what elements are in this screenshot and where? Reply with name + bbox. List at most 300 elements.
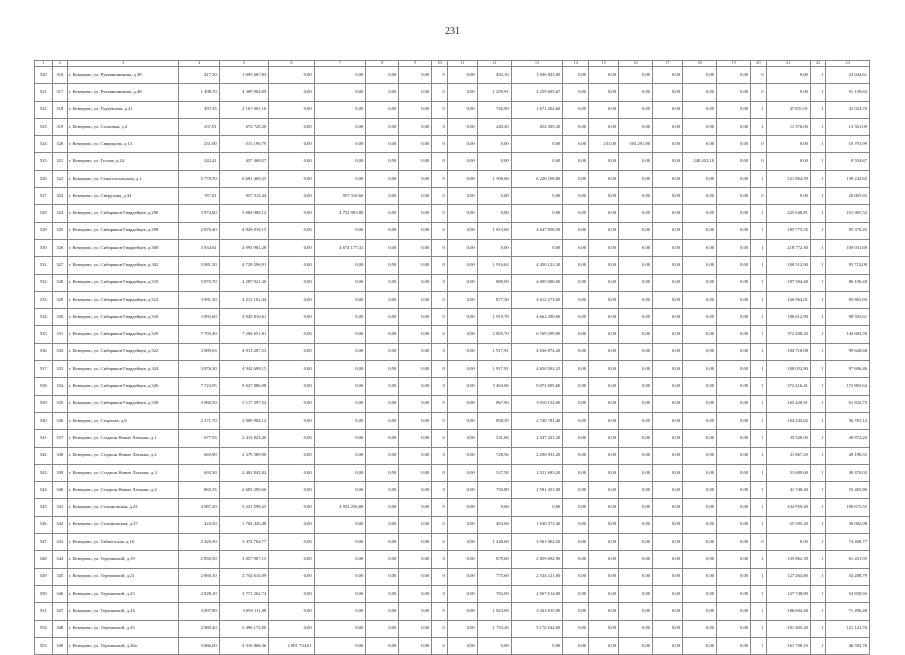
table-cell: 1 bbox=[810, 637, 825, 654]
table-cell: 2 860,10 bbox=[179, 568, 219, 585]
table-cell: 191 405,20 bbox=[766, 620, 810, 637]
table-cell: 0,00 bbox=[563, 170, 589, 187]
table-cell: 527 bbox=[35, 188, 53, 205]
table-cell: 1 bbox=[751, 378, 766, 395]
table-cell: 322 bbox=[52, 170, 67, 187]
table-cell: 0,00 bbox=[366, 464, 399, 481]
table-cell: 3 463,06 bbox=[477, 378, 511, 395]
table-cell: 0,00 bbox=[447, 222, 477, 239]
table-cell: 1 bbox=[751, 118, 766, 135]
table-cell: 0,00 bbox=[563, 239, 589, 256]
table-cell: 0,00 bbox=[563, 378, 589, 395]
address-cell: г. Кемерово, ул. Спартака, д.6 bbox=[68, 412, 179, 429]
table-cell: 0,00 bbox=[366, 447, 399, 464]
table-row bbox=[35, 534, 870, 551]
table-cell: 0,00 bbox=[619, 343, 653, 360]
table-cell: 0,00 bbox=[653, 378, 683, 395]
table-cell: 95 712,00 bbox=[826, 257, 870, 274]
table-cell: 1 917,91 bbox=[477, 361, 511, 378]
table-cell: 0 bbox=[432, 378, 447, 395]
table-cell: 0,00 bbox=[717, 188, 751, 205]
table-cell: 529 bbox=[35, 222, 53, 239]
table-cell: 0 bbox=[432, 447, 447, 464]
table-cell: 0,00 bbox=[563, 153, 589, 170]
table-cell: 0,00 bbox=[366, 603, 399, 620]
table-cell: 0,00 bbox=[447, 274, 477, 291]
table-cell: 0,00 bbox=[314, 101, 366, 118]
table-cell: 2 413 823,40 bbox=[219, 430, 269, 447]
table-cell: 127 748,80 bbox=[766, 585, 810, 602]
table-cell: 0,00 bbox=[653, 309, 683, 326]
table-cell: 74 408,77 bbox=[826, 534, 870, 551]
table-cell: 4 287 921,30 bbox=[219, 274, 269, 291]
table-cell: 187 394,40 bbox=[766, 274, 810, 291]
table-cell: 4 729 596,91 bbox=[219, 257, 269, 274]
table-cell: 515 190,79 bbox=[219, 136, 269, 153]
table-cell: 0,00 bbox=[269, 309, 314, 326]
table-cell: 0 bbox=[432, 551, 447, 568]
table-row bbox=[35, 585, 870, 602]
table-cell: 0,00 bbox=[683, 516, 717, 533]
table-cell: 1 498,70 bbox=[179, 84, 219, 101]
table-cell: 0,00 bbox=[653, 257, 683, 274]
address-cell: г. Кемерово, ул. Сибиряков-Гвардейцев, д.300 bbox=[68, 239, 179, 256]
table-cell: 0,00 bbox=[717, 343, 751, 360]
table-cell: 0,00 bbox=[399, 205, 432, 222]
table-cell: 342 bbox=[52, 516, 67, 533]
table-cell: 0,00 bbox=[589, 585, 619, 602]
table-cell: 1 bbox=[751, 205, 766, 222]
table-cell: 0,00 bbox=[589, 239, 619, 256]
table-cell: 552 bbox=[35, 620, 53, 637]
column-number: 23 bbox=[826, 61, 870, 67]
table-cell: 550 bbox=[35, 585, 53, 602]
table-cell: 3 910 124,00 bbox=[511, 395, 563, 412]
table-cell: 1 bbox=[810, 153, 825, 170]
table-cell: 0,00 bbox=[563, 551, 589, 568]
table-cell: 0,00 bbox=[563, 118, 589, 135]
table-cell: 2 337 431,20 bbox=[511, 430, 563, 447]
table-cell: 520 bbox=[35, 67, 53, 84]
table-cell: 1 bbox=[810, 430, 825, 447]
table-cell: 0,00 bbox=[766, 67, 810, 84]
table-cell: 0,00 bbox=[399, 326, 432, 343]
table-cell: 1 bbox=[751, 482, 766, 499]
table-cell: 0,00 bbox=[447, 118, 477, 135]
table-cell: 1 bbox=[751, 585, 766, 602]
table-cell: 2 167 001,16 bbox=[219, 101, 269, 118]
table-cell: 0 bbox=[432, 516, 447, 533]
table-cell: 0,00 bbox=[683, 205, 717, 222]
table-cell: 1 bbox=[810, 136, 825, 153]
table-cell: 0,00 bbox=[683, 412, 717, 429]
table-cell: 0,00 bbox=[563, 412, 589, 429]
table-cell: 0,00 bbox=[447, 482, 477, 499]
table-cell: 0,00 bbox=[653, 84, 683, 101]
table-cell: 54 288,79 bbox=[826, 568, 870, 585]
table-cell: 531,86 bbox=[477, 430, 511, 447]
table-cell: 0,00 bbox=[269, 499, 314, 516]
table-cell: 1 bbox=[810, 447, 825, 464]
table-cell: 0,00 bbox=[766, 84, 810, 101]
table-cell: 31 867,20 bbox=[766, 447, 810, 464]
table-cell: 0,00 bbox=[366, 551, 399, 568]
table-cell: 0,00 bbox=[269, 378, 314, 395]
table-cell: 41 024,70 bbox=[826, 101, 870, 118]
table-cell: 0,00 bbox=[366, 482, 399, 499]
table-cell: 0,00 bbox=[269, 551, 314, 568]
table-cell: 0,00 bbox=[366, 326, 399, 343]
table-cell: 0,00 bbox=[563, 568, 589, 585]
table-cell: 0,00 bbox=[619, 291, 653, 308]
table-cell: 533 bbox=[35, 291, 53, 308]
table-cell: 0,00 bbox=[269, 430, 314, 447]
table-cell: 0,00 bbox=[766, 534, 810, 551]
table-cell: 135 862,30 bbox=[766, 551, 810, 568]
table-cell: 54 839,94 bbox=[826, 585, 870, 602]
table-cell: 0,00 bbox=[619, 101, 653, 118]
table-cell: 49 470,02 bbox=[826, 464, 870, 481]
table-cell: 0,00 bbox=[653, 603, 683, 620]
table-row bbox=[35, 343, 870, 360]
table-cell: 232 959,40 bbox=[766, 499, 810, 516]
table-cell: 549 bbox=[35, 568, 53, 585]
table-cell: 0,00 bbox=[269, 222, 314, 239]
table-cell: 2 001 734,01 bbox=[269, 637, 314, 654]
table-cell: 1 bbox=[810, 257, 825, 274]
table-cell: 865,35 bbox=[179, 482, 219, 499]
table-cell: 2 171,70 bbox=[179, 412, 219, 429]
table-cell: 0,00 bbox=[314, 274, 366, 291]
table-cell: 186 612,90 bbox=[766, 309, 810, 326]
table-cell: 0,00 bbox=[563, 637, 589, 654]
column-number: 5 bbox=[219, 61, 269, 67]
table-cell: 0,00 bbox=[269, 620, 314, 637]
table-cell: 0 bbox=[432, 222, 447, 239]
table-cell: 0,00 bbox=[563, 482, 589, 499]
table-cell: 0,00 bbox=[589, 309, 619, 326]
table-cell: 0,00 bbox=[653, 620, 683, 637]
table-cell: 0,00 bbox=[563, 343, 589, 360]
table-cell: 0,00 bbox=[717, 551, 751, 568]
table-cell: 0,00 bbox=[653, 499, 683, 516]
table-cell: 0,00 bbox=[589, 482, 619, 499]
address-cell: г. Кемерово, ул. Рукавишникова, д.48 bbox=[68, 84, 179, 101]
table-cell: 165 428,81 bbox=[766, 395, 810, 412]
table-cell: 522 bbox=[35, 101, 53, 118]
table-cell: 95 379,45 bbox=[826, 222, 870, 239]
table-cell: 3 866,00 bbox=[179, 637, 219, 654]
table-cell: 13 561,00 bbox=[826, 118, 870, 135]
table-cell: 0,00 bbox=[269, 482, 314, 499]
table-cell: 321 bbox=[52, 153, 67, 170]
table-cell: 0,00 bbox=[563, 309, 589, 326]
table-cell: 0,00 bbox=[399, 309, 432, 326]
table-cell: 0,00 bbox=[589, 118, 619, 135]
table-cell: 543 bbox=[35, 464, 53, 481]
table-cell: 85 865,69 bbox=[826, 291, 870, 308]
table-cell: 0,00 bbox=[683, 343, 717, 360]
table-cell: 0,00 bbox=[589, 274, 619, 291]
table-cell: 2 683 299,66 bbox=[219, 482, 269, 499]
table-cell: 0,00 bbox=[717, 101, 751, 118]
address-cell: г. Кемерово, ул. Сибиряков-Гвардейцев, д.310 bbox=[68, 274, 179, 291]
table-cell: 329 bbox=[52, 291, 67, 308]
table-cell: 0,00 bbox=[269, 326, 314, 343]
table-cell: 86 196,40 bbox=[826, 274, 870, 291]
table-cell: 0 bbox=[432, 637, 447, 654]
table-cell: 0,00 bbox=[447, 412, 477, 429]
table-cell: 346 bbox=[52, 585, 67, 602]
table-cell: 0,00 bbox=[589, 84, 619, 101]
table-row bbox=[35, 67, 870, 84]
table-cell: 1 bbox=[810, 534, 825, 551]
table-cell: 531 bbox=[35, 257, 53, 274]
table-cell: 0,00 bbox=[269, 534, 314, 551]
table-cell: 0,00 bbox=[589, 464, 619, 481]
column-number: 17 bbox=[653, 61, 683, 67]
table-cell: 0,00 bbox=[589, 395, 619, 412]
table-cell: 0 bbox=[751, 153, 766, 170]
table-cell: 4 215 102,44 bbox=[219, 291, 269, 308]
table-cell: 463,68 bbox=[477, 516, 511, 533]
table-cell: 1 bbox=[810, 482, 825, 499]
address-cell: г. Кемерово, ул. Севастопольская, д.1 bbox=[68, 170, 179, 187]
table-cell: 144 883,59 bbox=[826, 326, 870, 343]
table-cell: 0,00 bbox=[589, 412, 619, 429]
table-cell: 652 565,30 bbox=[511, 118, 563, 135]
table-cell: 4 650 501,25 bbox=[511, 361, 563, 378]
table-cell: 0,00 bbox=[399, 84, 432, 101]
table-cell: 1 448,60 bbox=[477, 534, 511, 551]
table-cell: 0 bbox=[432, 153, 447, 170]
table-cell: 1 bbox=[810, 568, 825, 585]
table-cell: 0,00 bbox=[619, 188, 653, 205]
table-row bbox=[35, 551, 870, 568]
table-cell: 858,29 bbox=[477, 412, 511, 429]
table-cell: 98 592,61 bbox=[826, 309, 870, 326]
table-cell: 0,00 bbox=[366, 153, 399, 170]
table-cell: 2 591 451,00 bbox=[511, 482, 563, 499]
table-cell: 0,00 bbox=[563, 326, 589, 343]
table-cell: 49 198,55 bbox=[826, 447, 870, 464]
address-cell: г. Кемерово, ул. Гусева, д.24 bbox=[68, 153, 179, 170]
table-cell: 9 072 695,60 bbox=[511, 378, 563, 395]
table-cell: 0,00 bbox=[399, 118, 432, 135]
table-cell: 0,00 bbox=[683, 257, 717, 274]
table-cell: 0,00 bbox=[717, 516, 751, 533]
table-cell: 0,00 bbox=[314, 326, 366, 343]
table-cell: 0,00 bbox=[653, 101, 683, 118]
table-cell: 0 bbox=[432, 603, 447, 620]
table-cell: 0,00 bbox=[366, 205, 399, 222]
table-cell: 0 bbox=[432, 482, 447, 499]
table-cell: 1 bbox=[751, 309, 766, 326]
table-cell: 2 870,40 bbox=[179, 222, 219, 239]
table-cell: 0,00 bbox=[653, 136, 683, 153]
table-cell: 1 bbox=[751, 603, 766, 620]
address-cell: г. Кемерово, ул. Терешковой, д.25 bbox=[68, 620, 179, 637]
table-cell: 0,00 bbox=[683, 430, 717, 447]
table-cell: 0,00 bbox=[619, 412, 653, 429]
table-cell: 1 bbox=[810, 603, 825, 620]
table-cell: 1 733,20 bbox=[477, 620, 511, 637]
table-cell: 0,00 bbox=[269, 101, 314, 118]
table-cell: 0,00 bbox=[619, 153, 653, 170]
table-cell: 0,00 bbox=[683, 585, 717, 602]
table-cell: 0,00 bbox=[447, 343, 477, 360]
table-cell: 0,00 bbox=[314, 464, 366, 481]
table-cell: 0,00 bbox=[589, 447, 619, 464]
column-number: 22 bbox=[810, 61, 825, 67]
table-cell: 1 bbox=[810, 395, 825, 412]
table-cell: 532 bbox=[35, 274, 53, 291]
address-cell: г. Кемерово, ул. Стадион Новые Латыши, д.3 bbox=[68, 464, 179, 481]
table-cell: 0,00 bbox=[314, 620, 366, 637]
table-cell: 0,00 bbox=[399, 257, 432, 274]
table-cell: 0,00 bbox=[683, 291, 717, 308]
table-cell: 0,00 bbox=[683, 637, 717, 654]
table-cell: 867,90 bbox=[477, 395, 511, 412]
address-cell: г. Кемерово, ул. Терешковой, д.26а bbox=[68, 637, 179, 654]
table-cell: 0,00 bbox=[269, 447, 314, 464]
table-cell: 4 005 000,00 bbox=[511, 274, 563, 291]
table-cell: 0,00 bbox=[447, 361, 477, 378]
table-cell: 0,00 bbox=[314, 84, 366, 101]
table-cell: 1 bbox=[751, 101, 766, 118]
table-cell: 1 bbox=[751, 274, 766, 291]
table-cell: 1 919,78 bbox=[477, 309, 511, 326]
table-cell: 1 259,91 bbox=[477, 84, 511, 101]
table-cell: 0,00 bbox=[477, 637, 511, 654]
table-row bbox=[35, 205, 870, 222]
table-cell: 0,00 bbox=[447, 170, 477, 187]
table-cell: 0,00 bbox=[366, 239, 399, 256]
table-cell: 0,00 bbox=[619, 516, 653, 533]
table-cell: 0,00 bbox=[653, 516, 683, 533]
table-cell: 3 693 111,88 bbox=[219, 603, 269, 620]
table-cell: 1 bbox=[751, 637, 766, 654]
table-cell: 0,00 bbox=[399, 361, 432, 378]
table-cell: 0,00 bbox=[366, 291, 399, 308]
table-cell: 0,00 bbox=[366, 585, 399, 602]
table-row bbox=[35, 309, 870, 326]
table-cell: 0,00 bbox=[314, 343, 366, 360]
table-cell: 0,00 bbox=[399, 291, 432, 308]
table-cell: 0,00 bbox=[619, 482, 653, 499]
table-cell: 525 bbox=[35, 153, 53, 170]
table-cell: 0,00 bbox=[589, 551, 619, 568]
table-row bbox=[35, 136, 870, 153]
table-cell: 2 859 692,90 bbox=[511, 551, 563, 568]
table-cell: 0,00 bbox=[766, 153, 810, 170]
table-cell: 3 870,70 bbox=[179, 274, 219, 291]
table-cell: 185 775,35 bbox=[766, 222, 810, 239]
table-cell: 2 402 842,82 bbox=[219, 464, 269, 481]
table-cell: 0,00 bbox=[399, 153, 432, 170]
table-cell: 3 881,50 bbox=[179, 257, 219, 274]
address-cell: г. Кемерово, ул. Сибиряков-Гвардейцев, д.326 bbox=[68, 378, 179, 395]
table-cell: 0,00 bbox=[399, 499, 432, 516]
table-cell: 0,00 bbox=[766, 136, 810, 153]
table-cell: 334 bbox=[52, 378, 67, 395]
table-row bbox=[35, 274, 870, 291]
table-cell: 0,00 bbox=[619, 620, 653, 637]
table-cell: 0 bbox=[432, 118, 447, 135]
table-cell: 0,00 bbox=[447, 430, 477, 447]
table-cell: 728,56 bbox=[477, 447, 511, 464]
table-cell: 0,00 bbox=[563, 620, 589, 637]
table-cell: 4 987,20 bbox=[179, 499, 219, 516]
table-cell: 0,00 bbox=[447, 516, 477, 533]
table-cell: 2 865,70 bbox=[477, 326, 511, 343]
table-cell: 4 942 699,15 bbox=[219, 361, 269, 378]
table-cell: 0,00 bbox=[589, 603, 619, 620]
table-cell: 0,00 bbox=[314, 516, 366, 533]
table-cell: 1 bbox=[751, 291, 766, 308]
table-cell: 0,00 bbox=[563, 67, 589, 84]
table-cell: 0,00 bbox=[399, 447, 432, 464]
table-cell: 0,00 bbox=[447, 534, 477, 551]
table-cell: 1 813,06 bbox=[477, 222, 511, 239]
table-cell: 0,00 bbox=[563, 499, 589, 516]
table-cell: 0,00 bbox=[683, 136, 717, 153]
table-cell: 0,00 bbox=[477, 499, 511, 516]
table-cell: 0,00 bbox=[619, 309, 653, 326]
table-cell: 6 769 299,90 bbox=[511, 326, 563, 343]
table-cell: 0,00 bbox=[366, 101, 399, 118]
table-cell: 3 876,30 bbox=[179, 361, 219, 378]
table-cell: 0,00 bbox=[447, 257, 477, 274]
table-cell: 0 bbox=[432, 205, 447, 222]
table-cell: 1 bbox=[810, 309, 825, 326]
table-row bbox=[35, 118, 870, 135]
table-cell: 184 710,08 bbox=[766, 343, 810, 360]
table-cell: 0,00 bbox=[717, 482, 751, 499]
table-cell: 0,00 bbox=[399, 274, 432, 291]
table-cell: 0,00 bbox=[717, 430, 751, 447]
table-row bbox=[35, 430, 870, 447]
table-cell: 3 263 815,00 bbox=[511, 603, 563, 620]
table-cell: 186 694,40 bbox=[766, 603, 810, 620]
table-cell: 0,00 bbox=[447, 637, 477, 654]
table-cell: 0 bbox=[432, 257, 447, 274]
table-cell: 0,00 bbox=[683, 101, 717, 118]
address-cell: г. Кемерово, ул. Терешковой, д.19 bbox=[68, 551, 179, 568]
table-cell: 1 093 667,83 bbox=[219, 67, 269, 84]
table-cell: 0,00 bbox=[589, 534, 619, 551]
table-cell: 0,00 bbox=[269, 395, 314, 412]
table-cell: 0,00 bbox=[717, 291, 751, 308]
table-cell: 91 139,83 bbox=[826, 84, 870, 101]
table-cell: 0,00 bbox=[563, 257, 589, 274]
table-cell: 0,00 bbox=[366, 395, 399, 412]
table-cell: 2 534 121,00 bbox=[511, 568, 563, 585]
table-cell: 330 bbox=[52, 309, 67, 326]
table-cell: 1 bbox=[751, 430, 766, 447]
table-row bbox=[35, 257, 870, 274]
table-cell: 0,00 bbox=[589, 343, 619, 360]
table-cell: 4 309 964,09 bbox=[219, 84, 269, 101]
table-cell: 20 005,65 bbox=[826, 188, 870, 205]
table-cell: 0,00 bbox=[511, 153, 563, 170]
table-cell: 0,00 bbox=[399, 534, 432, 551]
table-row bbox=[35, 395, 870, 412]
column-number: 2 bbox=[52, 61, 67, 67]
table-cell: 0,00 bbox=[314, 153, 366, 170]
table-cell: 2 850,50 bbox=[179, 551, 219, 568]
table-cell: 0,00 bbox=[314, 170, 366, 187]
